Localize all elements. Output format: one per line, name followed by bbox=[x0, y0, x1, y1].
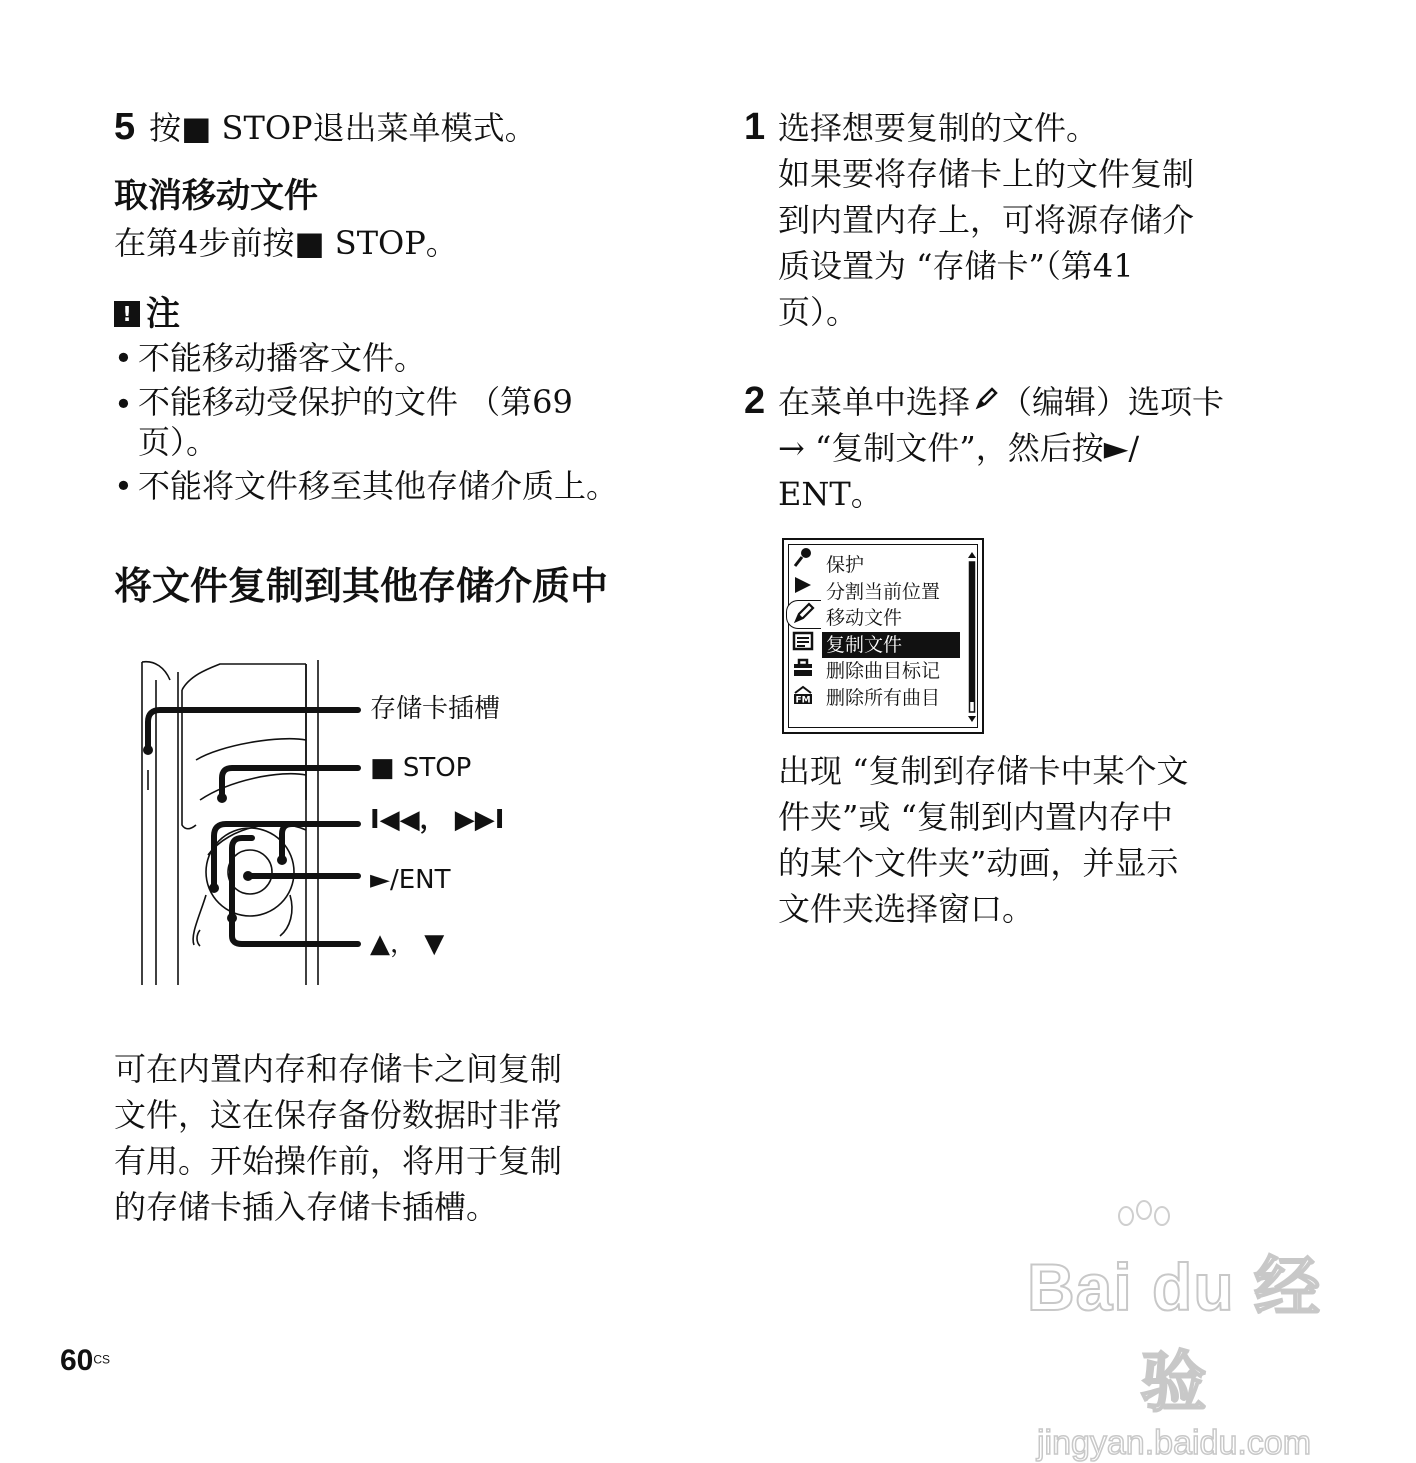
play-icon[interactable] bbox=[788, 573, 818, 600]
watermark-logo: Bai du 经验 bbox=[1026, 1250, 1321, 1419]
watermark-url: jingyan.baidu.com bbox=[1036, 1424, 1312, 1462]
menu-item-divide[interactable]: 分割当前位置 bbox=[826, 580, 941, 603]
page-number bbox=[60, 1344, 110, 1378]
paw-icon bbox=[1104, 1200, 1184, 1250]
lcd-menu-list bbox=[822, 552, 960, 711]
callout-play-ent: ►/ENT bbox=[370, 865, 451, 895]
step-1 bbox=[744, 104, 1194, 335]
note-item: 不能移动播客文件。 bbox=[138, 339, 427, 377]
step-5 bbox=[114, 104, 537, 151]
callout-stop: ■ STOP bbox=[370, 753, 472, 783]
toolbox-icon[interactable] bbox=[788, 656, 818, 683]
page-number-value: 60 bbox=[60, 1344, 94, 1377]
menu-item-protect[interactable]: 保护 bbox=[826, 554, 865, 576]
edit-icon[interactable] bbox=[786, 600, 821, 629]
lcd-tab-icons bbox=[788, 546, 818, 710]
menu-item-erase-marks[interactable]: 删除曲目标记 bbox=[826, 660, 941, 682]
step-text: 按■ STOP退出菜单模式。 bbox=[149, 109, 537, 147]
step-title: 选择想要复制的文件。 bbox=[778, 109, 1099, 147]
intro-paragraph: 可在内置内存和存储卡之间复制 文件，这在保存备份数据时非常 有用。开始操作前，将用于复制 的存储卡插入存储卡插槽。 bbox=[114, 1050, 563, 1226]
cancel-title: 取消移动文件 bbox=[114, 176, 318, 216]
menu-item-copy[interactable]: 复制文件 bbox=[822, 632, 960, 659]
lcd-scrollbar[interactable] bbox=[968, 552, 976, 722]
step-number: 1 bbox=[744, 106, 766, 148]
callout-prev-next: I◀◀， ▶▶I bbox=[370, 805, 505, 835]
page-number-suffix: CS bbox=[93, 1352, 111, 1367]
step-line2: → “复制文件”，然后按►/ bbox=[778, 429, 1140, 467]
step-line3: ENT。 bbox=[778, 475, 883, 513]
callout-up-down: ▲， ▼ bbox=[370, 929, 445, 959]
section-title: 将文件复制到其他存储介质中 bbox=[114, 564, 609, 608]
menu-item-move[interactable]: 移动文件 bbox=[826, 607, 903, 629]
list-item bbox=[114, 464, 674, 508]
note-header bbox=[114, 292, 180, 336]
note-title: 注 bbox=[146, 294, 180, 334]
note-item: 不能移动受保护的文件 （第69 页）。 bbox=[138, 383, 573, 461]
menu-item-erase-all[interactable]: 删除所有曲目 bbox=[826, 686, 941, 709]
watermark bbox=[1004, 1210, 1344, 1463]
fm-label: FM bbox=[795, 695, 811, 706]
step-detail: 如果要将存储卡上的文件复制 到内置内存上，可将源存储介 质设置为 “存储卡”（第41 页）。 bbox=[778, 155, 1195, 331]
step-text-b: （编辑）选项卡 bbox=[1000, 383, 1225, 421]
lcd-menu-screen bbox=[782, 538, 984, 734]
step-2 bbox=[744, 378, 1224, 517]
step-number: 2 bbox=[744, 380, 766, 422]
note-item: 不能将文件移至其他存储介质上。 bbox=[138, 467, 619, 505]
note-list bbox=[114, 336, 674, 508]
fm-icon[interactable] bbox=[788, 683, 818, 710]
step-number: 5 bbox=[114, 106, 136, 148]
bullet-icon: • bbox=[114, 339, 133, 377]
list-item bbox=[114, 382, 674, 462]
list-item bbox=[114, 336, 674, 380]
step-text-a: 在菜单中选择 bbox=[778, 383, 971, 421]
cancel-text: 在第4步前按■ STOP。 bbox=[114, 224, 458, 262]
callout-card-slot: 存储卡插槽 bbox=[370, 694, 501, 724]
bullet-icon: • bbox=[114, 385, 133, 423]
microphone-icon[interactable] bbox=[788, 546, 818, 573]
caution-icon: ! bbox=[114, 301, 140, 327]
edit-icon bbox=[972, 385, 1000, 413]
result-paragraph: 出现 “复制到存储卡中某个文 件夹”或 “复制到内置内存中 的某个文件夹”动画，并显示 文件夹选择窗口。 bbox=[778, 752, 1189, 928]
menu-icon[interactable] bbox=[788, 629, 818, 656]
bullet-icon: • bbox=[114, 467, 133, 505]
